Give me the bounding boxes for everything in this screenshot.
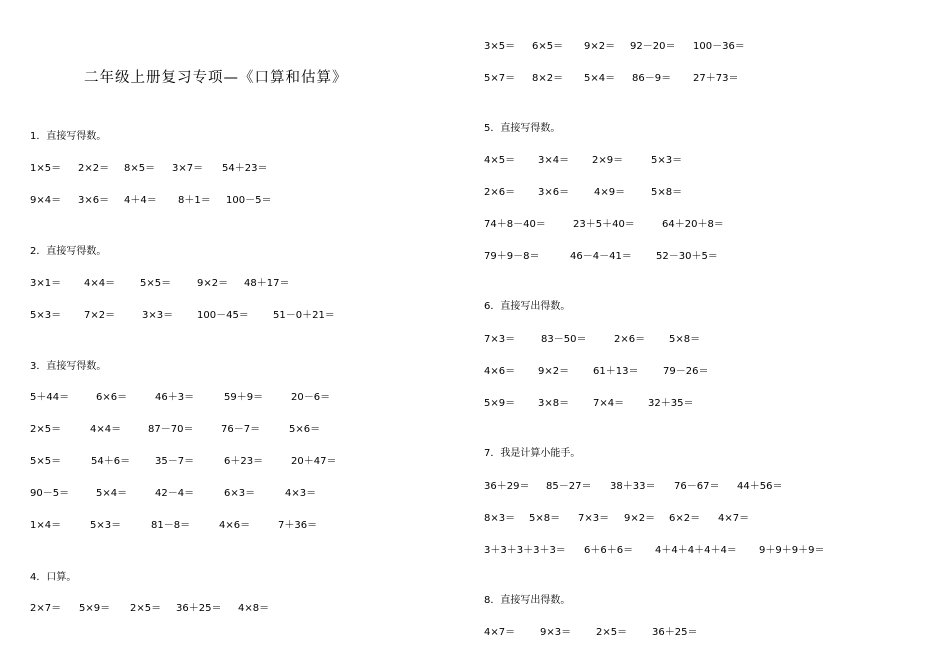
problem-row [30, 388, 460, 402]
arithmetic-problem: 5×9＝ [79, 603, 111, 614]
arithmetic-problem: 9×2＝ [584, 41, 616, 52]
problem-row [484, 151, 924, 165]
arithmetic-problem: 64＋20＋8＝ [662, 219, 724, 230]
arithmetic-problem: 2×6＝ [614, 334, 646, 345]
arithmetic-problem: 36＋25＝ [176, 603, 222, 614]
arithmetic-problem: 54＋23＝ [222, 163, 268, 174]
problem-row [484, 362, 924, 376]
arithmetic-problem: 7×4＝ [593, 398, 625, 409]
arithmetic-problem: 7×2＝ [84, 310, 116, 321]
arithmetic-problem: 4×4＝ [90, 424, 122, 435]
arithmetic-problem: 7×3＝ [578, 513, 610, 524]
arithmetic-problem: 3×8＝ [538, 398, 570, 409]
problem-row [30, 516, 460, 530]
arithmetic-problem: 83－50＝ [541, 334, 587, 345]
arithmetic-problem: 2×9＝ [592, 155, 624, 166]
arithmetic-problem: 3×1＝ [30, 278, 62, 289]
arithmetic-problem: 79－26＝ [663, 366, 709, 377]
arithmetic-problem: 9＋9＋9＋9＝ [759, 545, 825, 556]
arithmetic-problem: 35－7＝ [155, 456, 195, 467]
arithmetic-problem: 36＋25＝ [652, 627, 698, 638]
problem-row [484, 247, 924, 261]
arithmetic-problem: 38＋33＝ [610, 481, 656, 492]
arithmetic-problem: 9×2＝ [624, 513, 656, 524]
problem-row [484, 394, 924, 408]
arithmetic-problem: 32＋35＝ [648, 398, 694, 409]
problem-row [484, 509, 924, 523]
arithmetic-problem: 3×3＝ [142, 310, 174, 321]
arithmetic-problem: 5×5＝ [30, 456, 62, 467]
arithmetic-problem: 4×7＝ [718, 513, 750, 524]
arithmetic-problem: 6＋23＝ [224, 456, 264, 467]
arithmetic-problem: 6×3＝ [224, 488, 256, 499]
problem-row [30, 452, 460, 466]
section-heading: 1．直接写得数。 [30, 131, 107, 142]
arithmetic-problem: 9×2＝ [538, 366, 570, 377]
arithmetic-problem: 79＋9－8＝ [484, 251, 540, 262]
arithmetic-problem: 20＋47＝ [291, 456, 337, 467]
arithmetic-problem: 36＋29＝ [484, 481, 530, 492]
arithmetic-problem: 100－45＝ [197, 310, 249, 321]
arithmetic-problem: 7×3＝ [484, 334, 516, 345]
arithmetic-problem: 5×3＝ [651, 155, 683, 166]
arithmetic-problem: 6×2＝ [669, 513, 701, 524]
arithmetic-problem: 9×3＝ [540, 627, 572, 638]
arithmetic-problem: 100－5＝ [226, 195, 272, 206]
arithmetic-problem: 9×2＝ [197, 278, 229, 289]
arithmetic-problem: 86－9＝ [632, 73, 672, 84]
arithmetic-problem: 2×2＝ [78, 163, 110, 174]
arithmetic-problem: 5×4＝ [584, 73, 616, 84]
section-heading: 8．直接写出得数。 [484, 595, 571, 606]
problem-row [30, 484, 460, 498]
arithmetic-problem: 6×6＝ [96, 392, 128, 403]
arithmetic-problem: 6＋6＋6＝ [584, 545, 634, 556]
arithmetic-problem: 54＋6＝ [91, 456, 131, 467]
arithmetic-problem: 100－36＝ [693, 41, 745, 52]
arithmetic-problem: 85－27＝ [546, 481, 592, 492]
problem-row [30, 599, 460, 613]
arithmetic-problem: 4×7＝ [484, 627, 516, 638]
problem-row [484, 37, 924, 51]
arithmetic-problem: 8＋1＝ [178, 195, 211, 206]
arithmetic-problem: 4×6＝ [484, 366, 516, 377]
section-heading: 2．直接写得数。 [30, 246, 107, 257]
problem-row [484, 215, 924, 229]
arithmetic-problem: 46－4－41＝ [570, 251, 632, 262]
arithmetic-problem: 51－0＋21＝ [273, 310, 335, 321]
arithmetic-problem: 4×3＝ [285, 488, 317, 499]
arithmetic-problem: 42－4＝ [155, 488, 195, 499]
problem-row [484, 477, 924, 491]
arithmetic-problem: 27＋73＝ [693, 73, 739, 84]
arithmetic-problem: 4＋4＝ [124, 195, 157, 206]
section-heading: 5．直接写得数。 [484, 123, 561, 134]
problem-row [484, 330, 924, 344]
arithmetic-problem: 2×5＝ [130, 603, 162, 614]
arithmetic-problem: 2×7＝ [30, 603, 62, 614]
problem-row [30, 420, 460, 434]
arithmetic-problem: 5×8＝ [651, 187, 683, 198]
arithmetic-problem: 46＋3＝ [155, 392, 195, 403]
arithmetic-problem: 2×5＝ [30, 424, 62, 435]
arithmetic-problem: 3×6＝ [538, 187, 570, 198]
problem-row [30, 191, 460, 205]
arithmetic-problem: 5×8＝ [529, 513, 561, 524]
section-heading: 3．直接写得数。 [30, 361, 107, 372]
arithmetic-problem: 5×6＝ [289, 424, 321, 435]
arithmetic-problem: 8×2＝ [532, 73, 564, 84]
arithmetic-problem: 48＋17＝ [244, 278, 290, 289]
arithmetic-problem: 20－6＝ [291, 392, 331, 403]
section-heading: 4．口算。 [30, 572, 77, 583]
arithmetic-problem: 3×7＝ [172, 163, 204, 174]
arithmetic-problem: 5×8＝ [669, 334, 701, 345]
arithmetic-problem: 44＋56＝ [737, 481, 783, 492]
arithmetic-problem: 4＋4＋4＋4＋4＝ [655, 545, 737, 556]
arithmetic-problem: 76－7＝ [221, 424, 261, 435]
arithmetic-problem: 2×6＝ [484, 187, 516, 198]
arithmetic-problem: 7＋36＝ [278, 520, 318, 531]
arithmetic-problem: 1×4＝ [30, 520, 62, 531]
problem-row [484, 183, 924, 197]
arithmetic-problem: 5×7＝ [484, 73, 516, 84]
problem-row [30, 159, 460, 173]
arithmetic-problem: 92－20＝ [630, 41, 676, 52]
problem-row [30, 274, 460, 288]
arithmetic-problem: 4×6＝ [219, 520, 251, 531]
arithmetic-problem: 5×3＝ [30, 310, 62, 321]
arithmetic-problem: 23＋5＋40＝ [573, 219, 635, 230]
arithmetic-problem: 8×3＝ [484, 513, 516, 524]
page-title: 二年级上册复习专项—《口算和估算》 [84, 70, 348, 86]
arithmetic-problem: 6×5＝ [532, 41, 564, 52]
arithmetic-problem: 4×9＝ [594, 187, 626, 198]
arithmetic-problem: 74＋8－40＝ [484, 219, 546, 230]
arithmetic-problem: 2×5＝ [596, 627, 628, 638]
arithmetic-problem: 5＋44＝ [30, 392, 70, 403]
arithmetic-problem: 9×4＝ [30, 195, 62, 206]
arithmetic-problem: 3×4＝ [538, 155, 570, 166]
arithmetic-problem: 87－70＝ [148, 424, 194, 435]
arithmetic-problem: 4×4＝ [84, 278, 116, 289]
problem-row [30, 306, 460, 320]
problem-row [484, 541, 924, 555]
problem-row [484, 623, 924, 637]
arithmetic-problem: 5×9＝ [484, 398, 516, 409]
arithmetic-problem: 3×5＝ [484, 41, 516, 52]
arithmetic-problem: 90－5＝ [30, 488, 70, 499]
arithmetic-problem: 8×5＝ [124, 163, 156, 174]
section-heading: 6．直接写出得数。 [484, 301, 571, 312]
section-heading: 7．我是计算小能手。 [484, 448, 581, 459]
arithmetic-problem: 5×5＝ [140, 278, 172, 289]
arithmetic-problem: 4×5＝ [484, 155, 516, 166]
arithmetic-problem: 52－30＋5＝ [656, 251, 718, 262]
arithmetic-problem: 1×5＝ [30, 163, 62, 174]
arithmetic-problem: 5×3＝ [90, 520, 122, 531]
arithmetic-problem: 3×6＝ [78, 195, 110, 206]
arithmetic-problem: 76－67＝ [674, 481, 720, 492]
arithmetic-problem: 81－8＝ [151, 520, 191, 531]
arithmetic-problem: 59＋9＝ [224, 392, 264, 403]
arithmetic-problem: 3＋3＋3＋3＋3＝ [484, 545, 566, 556]
problem-row [484, 69, 924, 83]
arithmetic-problem: 61＋13＝ [593, 366, 639, 377]
arithmetic-problem: 5×4＝ [96, 488, 128, 499]
arithmetic-problem: 4×8＝ [238, 603, 270, 614]
